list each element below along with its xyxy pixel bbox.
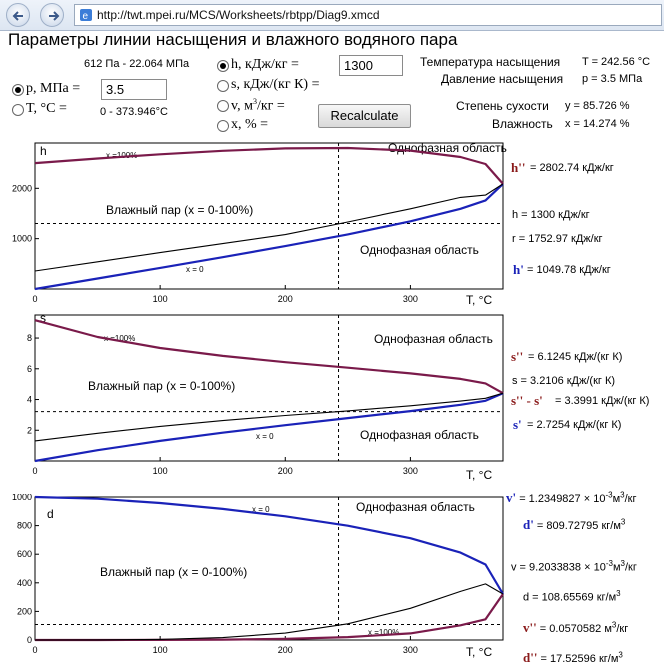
chart-d-wet-steam: Влажный пар (x = 0-100%): [100, 565, 248, 579]
p-range: 612 Па - 22.064 МПа: [84, 58, 190, 70]
page-title: Параметры линии насыщения и влажного водяного пара: [8, 30, 458, 49]
v-label-sup: 3: [252, 97, 257, 106]
chart-d-ytick-label-3: 600: [16, 549, 32, 560]
v-unit-sup: 3: [620, 559, 625, 568]
chart-h-xtick-label-2: 200: [277, 294, 293, 304]
ps-label: Давление насыщения: [441, 72, 564, 86]
chart-d-x0: x = 0: [252, 505, 270, 514]
ps-value: p = 3.5 МПа: [582, 73, 643, 85]
x-result-label: Влажность: [492, 117, 553, 131]
chart-s-xlabel: T, °C: [466, 468, 493, 482]
ts-label: Температура насыщения: [420, 55, 561, 69]
chart-d-x100: x =100%: [368, 628, 400, 637]
v-value: v = 9.2033838 × 10: [511, 561, 606, 574]
chart-s-x0: x = 0: [256, 432, 274, 441]
chart-d: [0, 494, 512, 664]
forward-arrow-icon: [45, 8, 61, 24]
y-label: Степень сухости: [456, 99, 549, 113]
chart-s-title: s: [40, 312, 46, 325]
chart-h-ytick-label-1: 2000: [11, 183, 32, 194]
h-input[interactable]: 1300: [339, 55, 403, 76]
chart-h: [0, 140, 512, 308]
radio-s[interactable]: [217, 80, 229, 92]
s-label: s, кДж/(кг К) =: [231, 77, 320, 92]
h1-value: = 1049.78 кДж/кг: [527, 264, 611, 276]
sd-symbol: s'' - s': [511, 393, 543, 408]
s2-value: = 6.1245 кДж/(кг К): [528, 351, 623, 363]
x-label: x, % =: [231, 117, 269, 132]
v1-unit: м: [612, 493, 621, 505]
chart-s-xtick-label-2: 200: [277, 466, 293, 476]
chart-h-title: h: [40, 144, 47, 158]
v-line: [511, 559, 637, 574]
radio-p[interactable]: [12, 84, 24, 96]
chart-d-xlabel: T, °C: [466, 645, 493, 659]
chart-s-single-phase-bottom: Однофазная область: [360, 428, 479, 442]
chart-h-xtick-label-3: 300: [402, 294, 418, 304]
v1-unit-tail: /кг: [624, 493, 637, 505]
chart-d-xtick-label-2: 200: [277, 645, 293, 655]
d1-value: = 809.72795 кг/м: [536, 520, 621, 532]
chart-d-ytick-label-2: 400: [16, 577, 32, 588]
s-value: s = 3.2106 кДж/(кг К): [512, 375, 616, 387]
chart-h-wet-steam: Влажный пар (x = 0-100%): [106, 203, 254, 217]
v2-symbol: v'': [523, 620, 537, 635]
chart-d-title: d: [47, 507, 54, 521]
d1-line: [523, 517, 625, 533]
chart-d-ytick-label-4: 800: [16, 520, 32, 531]
chart-s-xtick-label-0: 0: [32, 466, 38, 476]
chart-d-single-phase: Однофазная область: [356, 500, 475, 514]
v-label: [231, 97, 285, 115]
back-arrow-icon: [11, 8, 27, 24]
s2-symbol: s'': [511, 349, 524, 364]
chart-d-ytick-label-5: 1000: [11, 494, 32, 502]
chart-s-xtick-label-3: 300: [402, 466, 418, 476]
chart-d-xtick-label-0: 0: [32, 645, 38, 655]
d2-line: [523, 650, 623, 666]
chart-s-ytick-label-2: 6: [26, 363, 32, 374]
v1-symbol: v': [506, 490, 517, 505]
d-line: [523, 589, 621, 604]
h-label: h, кДж/кг =: [231, 57, 299, 72]
chart-h-x100: x =100%: [106, 151, 138, 160]
h1-symbol: h': [513, 262, 524, 277]
chart-h-single-phase-bottom: Однофазная область: [360, 243, 479, 257]
v-label-text: v, м: [231, 98, 253, 114]
chart-s-ytick-label-1: 4: [26, 394, 32, 405]
recalculate-button[interactable]: Recalculate: [318, 104, 411, 128]
chart-d-ytick-label-1: 200: [16, 606, 32, 617]
x-result-value: x = 14.274 %: [565, 118, 630, 130]
r-value: r = 1752.97 кДж/кг: [512, 233, 603, 245]
T-range: 0 - 373.946°C: [100, 106, 168, 118]
h-value: h = 1300 кДж/кг: [512, 209, 590, 221]
chart-h-single-phase-top: Однофазная область: [388, 141, 507, 155]
d2-sup: 3: [618, 650, 623, 660]
radio-h[interactable]: [217, 60, 229, 72]
back-button[interactable]: [6, 3, 30, 27]
chart-h-series-2: [35, 184, 503, 271]
chart-s-ytick-label-3: 8: [26, 333, 32, 344]
page-icon: [79, 8, 93, 22]
sd-value: = 3.3991 кДж/(кг К): [555, 395, 650, 407]
chart-h-xtick-label-0: 0: [32, 294, 38, 304]
chart-h-xlabel: T, °C: [466, 293, 493, 307]
v2-line: [523, 620, 628, 636]
v2-tail: /кг: [616, 623, 629, 635]
s1-value: = 2.7254 кДж/(кг К): [527, 419, 622, 431]
v-unit: м: [612, 561, 621, 574]
y-value: y = 85.726 %: [565, 100, 630, 112]
chart-d-xtick-label-3: 300: [402, 645, 418, 655]
chart-d-series-2: [35, 584, 503, 640]
d1-sup: 3: [620, 517, 626, 527]
svg-text:e: e: [82, 11, 89, 22]
chart-s-single-phase-top: Однофазная область: [374, 332, 493, 346]
chart-d-xtick-label-1: 100: [152, 645, 168, 655]
v2-sup: 3: [611, 620, 617, 630]
chart-s-x100: x =100%: [104, 334, 136, 343]
v2-value: = 0.0570582 м: [539, 623, 612, 635]
radio-x[interactable]: [217, 120, 229, 132]
d-value: d = 108.65569 кг/м: [523, 591, 617, 604]
url-text: http://twt.mpei.ru/MCS/Worksheets/rbtpp/Diag9.xmcd: [97, 8, 380, 22]
chart-s-wet-steam: Влажный пар (x = 0-100%): [88, 379, 236, 393]
d2-value: = 17.52596 кг/м: [540, 653, 619, 665]
p-input[interactable]: 3.5: [101, 79, 167, 100]
radio-T[interactable]: [12, 104, 24, 116]
v1-exp: -3: [605, 490, 613, 500]
chart-s-ytick-label-0: 2: [26, 425, 32, 436]
address-bar[interactable]: [74, 4, 662, 26]
h2-symbol: h'': [511, 160, 526, 175]
v1-line: [506, 490, 636, 506]
d1-symbol: d': [523, 517, 534, 532]
forward-button[interactable]: [40, 3, 64, 27]
ts-value: T = 242.56 °C: [582, 56, 651, 68]
browser-toolbar: [0, 0, 664, 31]
chart-s: [0, 312, 512, 484]
p-label: p, МПа =: [26, 81, 81, 96]
radio-v[interactable]: [217, 100, 229, 112]
T-label: T, °C =: [26, 101, 67, 116]
d2-symbol: d'': [523, 650, 538, 665]
h2-value: = 2802.74 кДж/кг: [530, 162, 614, 174]
chart-h-xtick-label-1: 100: [152, 294, 168, 304]
v1-value: = 1.2349827 × 10: [519, 493, 606, 505]
chart-h-ytick-label-0: 1000: [11, 233, 32, 244]
v-unit-tail: /кг: [624, 561, 637, 574]
chart-d-ytick-label-0: 0: [26, 635, 32, 645]
v1-unit-sup: 3: [620, 490, 625, 500]
v-exp: -3: [605, 559, 613, 568]
chart-s-xtick-label-1: 100: [152, 466, 168, 476]
chart-h-x0: x = 0: [186, 265, 204, 274]
d-sup: 3: [616, 589, 621, 598]
s1-symbol: s': [513, 417, 522, 432]
v-label-tail: /кг =: [256, 98, 285, 114]
